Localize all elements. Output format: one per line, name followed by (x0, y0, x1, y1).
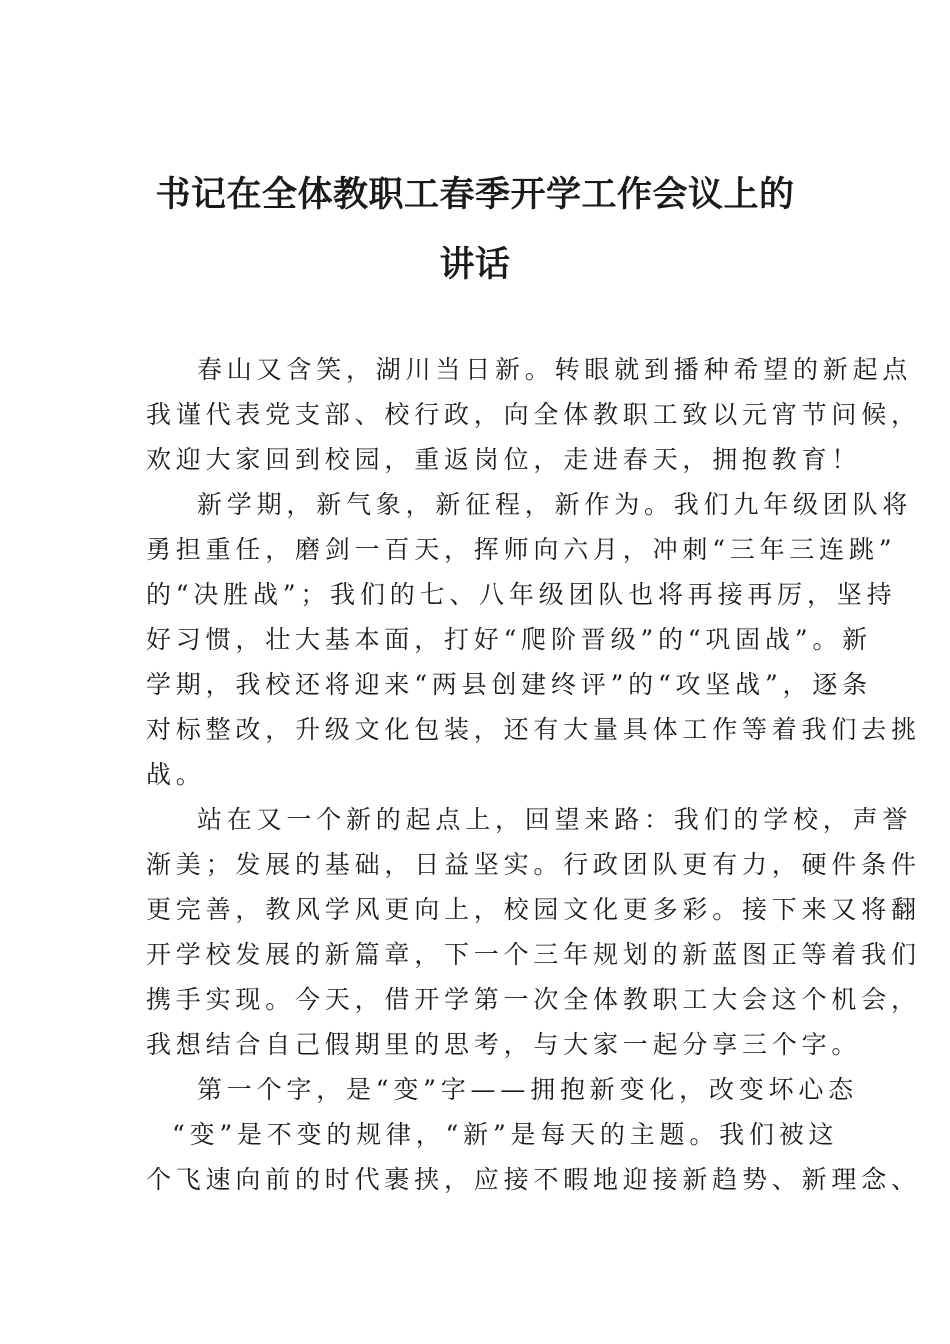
paragraph-line: “变”是不变的规律，“新”是每天的主题。我们被这 (172, 1120, 839, 1149)
paragraph-line: 站在又一个新的起点上，回望来路：我们的学校，声誉 (197, 805, 913, 834)
section-heading-line: 第一个字，是“变”字——拥抱新变化，改变坏心态 (197, 1075, 858, 1104)
paragraph-line: 新学期，新气象，新征程，新作为。我们九年级团队将 (197, 490, 913, 519)
paragraph-line: 欢迎大家回到校园，重返岗位，走进春天，拥抱教育！ (146, 445, 862, 474)
paragraph-line: 的“决胜战”；我们的七、八年级团队也将再接再厉，坚持 (146, 580, 897, 609)
paragraph-line: 对标整改，升级文化包装，还有大量具体工作等着我们去挑 (146, 715, 921, 744)
document-title-line-2: 讲话 (439, 244, 511, 285)
paragraph-line: 我想结合自己假期里的思考，与大家一起分享三个字。 (146, 1030, 862, 1059)
paragraph-line: 春山又含笑，湖川当日新。转眼就到播种希望的新起点 (197, 355, 913, 384)
paragraph-line: 开学校发展的新篇章，下一个三年规划的新蓝图正等着我们 (146, 940, 921, 969)
document-title-line-1: 书记在全体教职工春季开学工作会议上的 (155, 174, 795, 215)
paragraph-line: 携手实现。今天，借开学第一次全体教职工大会这个机会， (146, 985, 921, 1014)
paragraph-line: 战。 (146, 760, 206, 789)
paragraph-line: 更完善，教风学风更向上，校园文化更多彩。接下来又将翻 (146, 895, 921, 924)
paragraph-line: 个飞速向前的时代裹挟，应接不暇地迎接新趋势、新理念、 (146, 1165, 921, 1194)
paragraph-line: 学期，我校还将迎来“两县创建终评”的“攻坚战”，逐条 (146, 670, 872, 699)
paragraph-line: 渐美；发展的基础，日益坚实。行政团队更有力，硬件条件 (146, 850, 921, 879)
paragraph-line: 好习惯，壮大基本面，打好“爬阶晋级”的“巩固战”。新 (146, 625, 872, 654)
paragraph-line: 我谨代表党支部、校行政，向全体教职工致以元宵节问候， (146, 400, 921, 429)
paragraph-line: 勇担重任，磨剑一百天，挥师向六月，冲刺“三年三连跳” (146, 535, 897, 564)
